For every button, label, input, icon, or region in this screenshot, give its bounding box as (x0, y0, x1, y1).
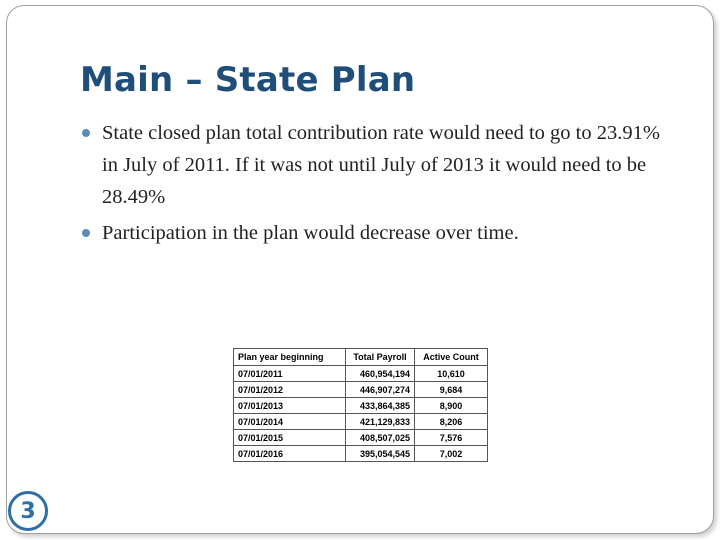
payroll-table (233, 348, 488, 462)
cell-count: 8,206 (415, 414, 488, 430)
cell-payroll: 421,129,833 (346, 414, 415, 430)
cell-payroll: 395,054,545 (346, 446, 415, 462)
cell-date: 07/01/2015 (234, 430, 346, 446)
slide-number-badge (8, 491, 48, 531)
header-total-payroll: Total Payroll (346, 349, 415, 366)
cell-date: 07/01/2012 (234, 382, 346, 398)
bullet-dot-icon (82, 129, 90, 137)
table-header-row (234, 349, 488, 366)
bullet-item (80, 117, 680, 213)
slide-title: Main – State Plan (80, 60, 416, 100)
header-plan-year: Plan year beginning (234, 349, 346, 366)
table-row (234, 366, 488, 382)
table-row (234, 382, 488, 398)
bullet-text: Participation in the plan would decrease over time. (102, 222, 519, 244)
bullet-list (80, 117, 680, 253)
bullet-item (80, 217, 680, 249)
table-row (234, 430, 488, 446)
table-row (234, 398, 488, 414)
cell-payroll: 446,907,274 (346, 382, 415, 398)
slide-number: 3 (20, 498, 36, 524)
cell-payroll: 408,507,025 (346, 430, 415, 446)
cell-count: 9,684 (415, 382, 488, 398)
cell-count: 7,002 (415, 446, 488, 462)
bullet-text: State closed plan total contribution rate would need to go to 23.91% in July of 2011. If it was not until July of 2013 it would need to be 28.49% (102, 122, 660, 208)
cell-count: 10,610 (415, 366, 488, 382)
cell-count: 7,576 (415, 430, 488, 446)
cell-payroll: 460,954,194 (346, 366, 415, 382)
header-active-count: Active Count (415, 349, 488, 366)
cell-date: 07/01/2011 (234, 366, 346, 382)
table-row (234, 446, 488, 462)
cell-count: 8,900 (415, 398, 488, 414)
cell-date: 07/01/2013 (234, 398, 346, 414)
bullet-dot-icon (82, 229, 90, 237)
cell-payroll: 433,864,385 (346, 398, 415, 414)
cell-date: 07/01/2014 (234, 414, 346, 430)
cell-date: 07/01/2016 (234, 446, 346, 462)
table-row (234, 414, 488, 430)
